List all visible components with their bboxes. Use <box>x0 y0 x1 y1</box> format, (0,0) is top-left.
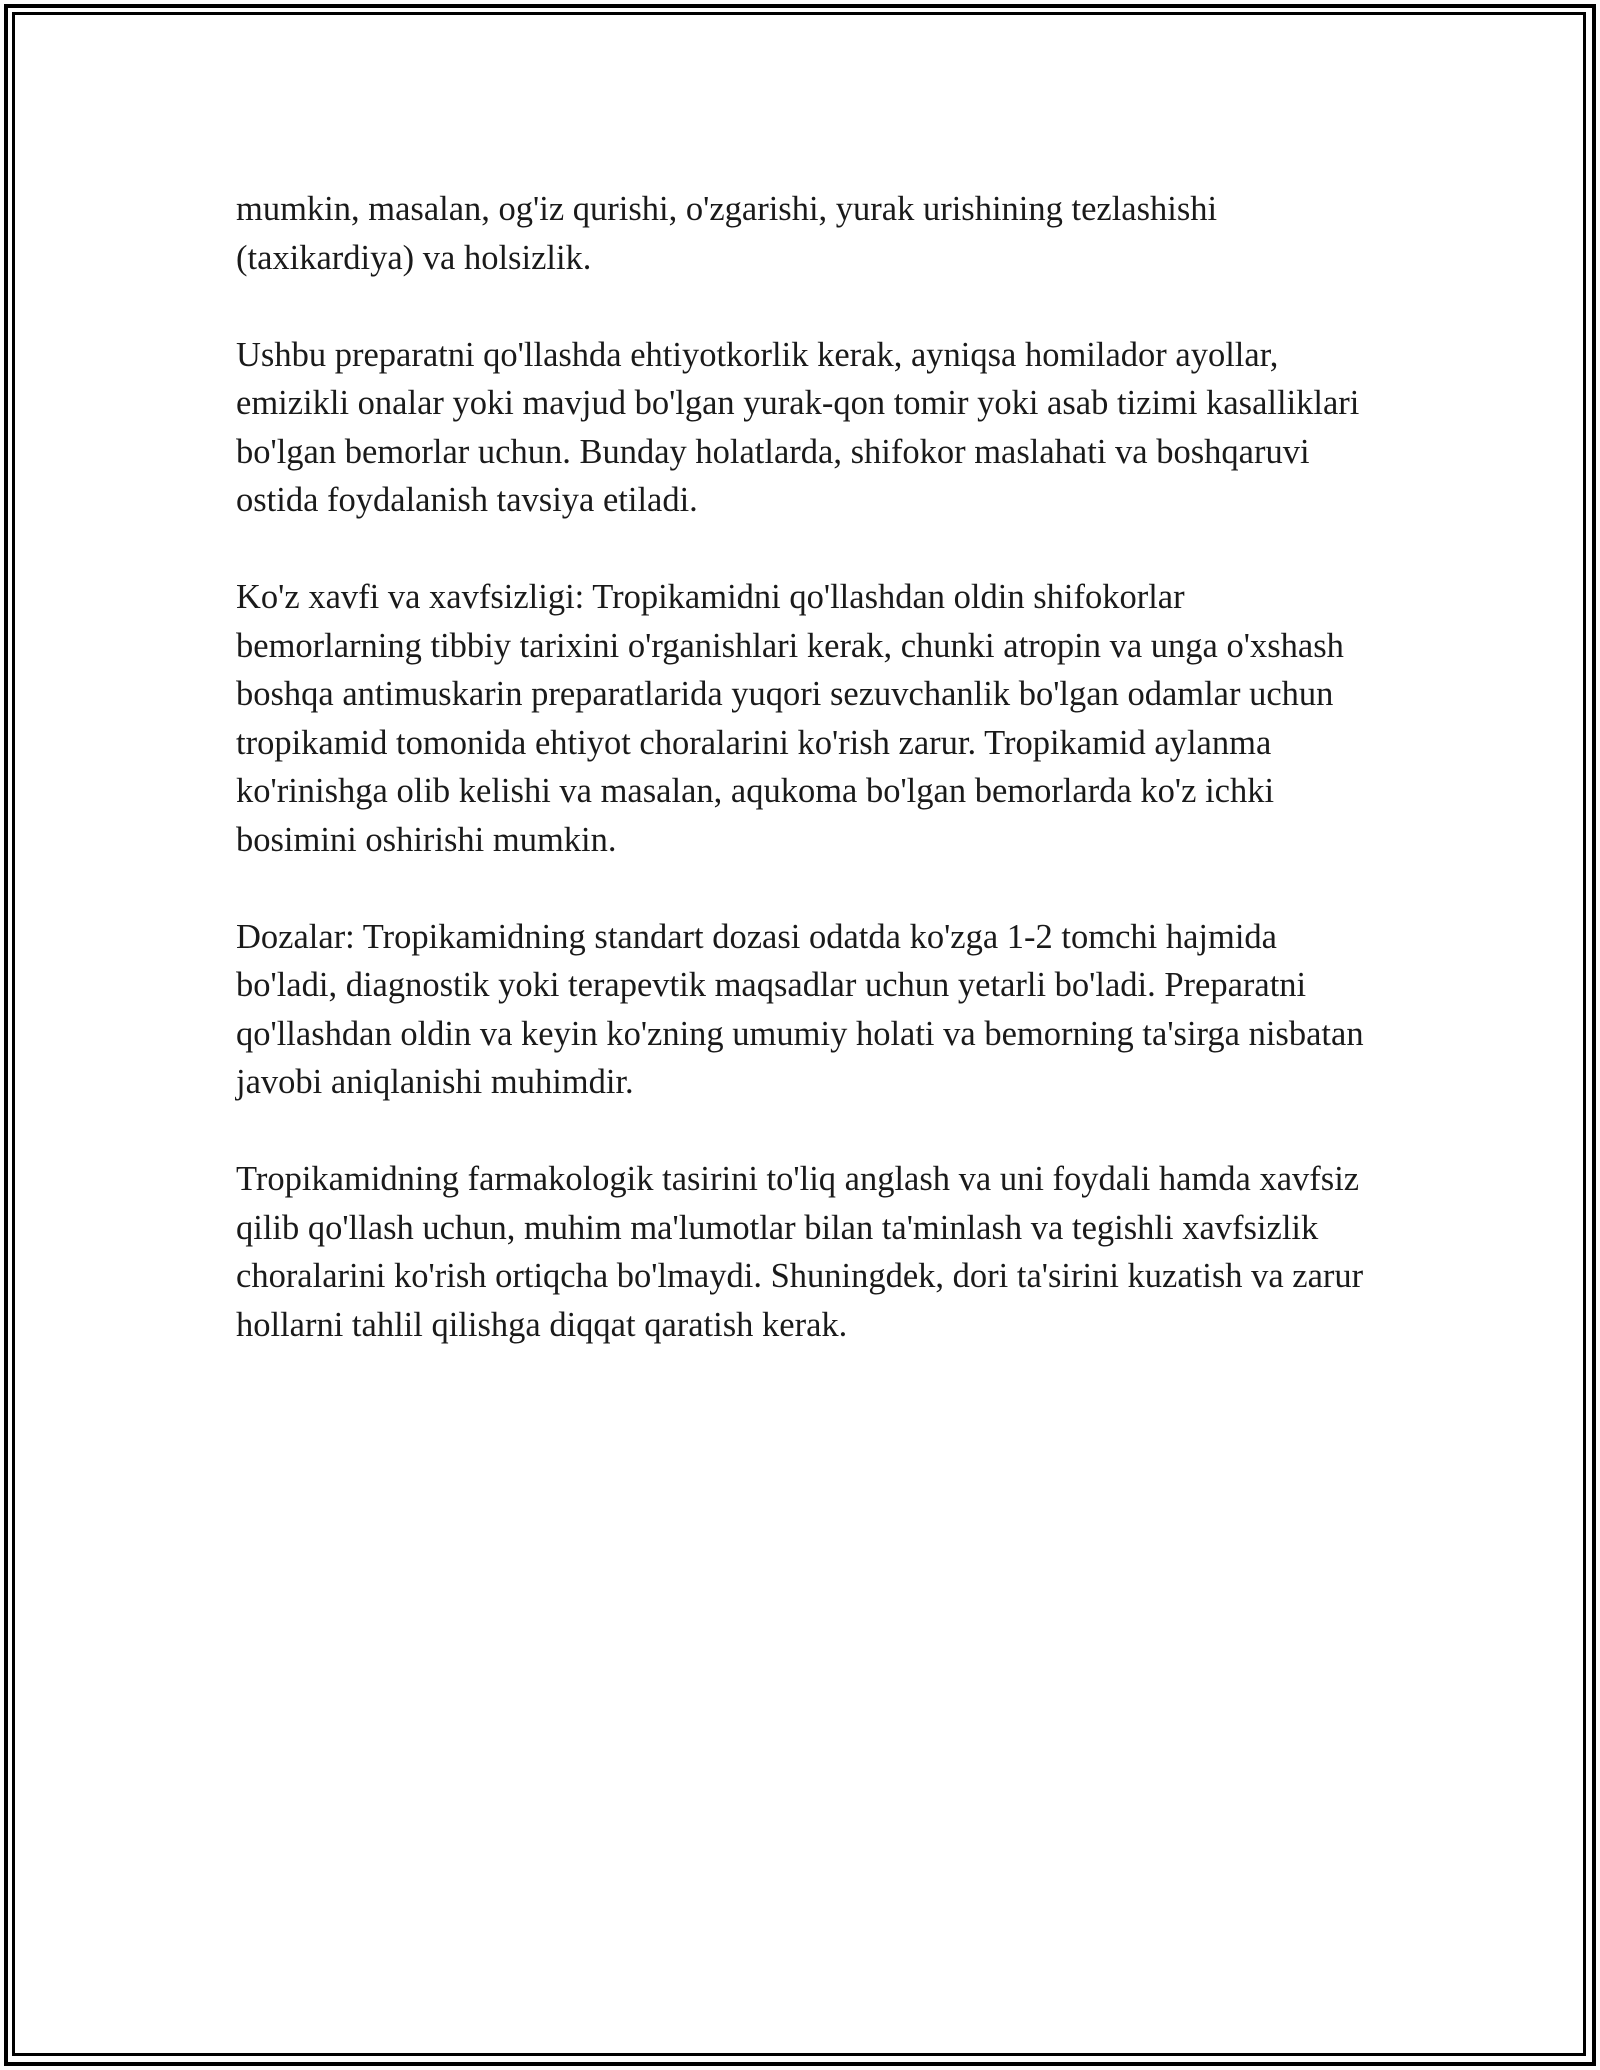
paragraph-precautions: Ushbu preparatni qo'llashda ehtiyotkorlik kerak, ayniqsa homilador ayollar, emizikli onalar yoki mavjud bo'lgan yurak-qon tomir yoki asab tizimi kasalliklari bo'lgan bemorlar uchun. Bunday holatlarda, shifokor maslahati va boshqaruvi ostida foydalanish tavsiya etiladi. <box>236 335 1360 519</box>
paragraph-eye-risk-safety: Ko'z xavfi va xavfsizligi: Tropikamidni qo'llashdan oldin shifokorlar bemorlarning tibbiy tarixini o'rganishlari kerak, chunki atropin va unga o'xshash boshqa antimuskarin preparatlarida yuqori sezuvchanlik bo'lgan odamlar uchun tropikamid tomonida ehtiyot choralarini ko'rish zarur. Tropikamid aylanma ko'rinishga olib kelishi va masalan, aqukoma bo'lgan bemorlarda ko'z ichki bosimini oshirishi mumkin. <box>236 578 1344 859</box>
paragraph-side-effects: mumkin, masalan, og'iz qurishi, o'zgarishi, yurak urishining tezlashishi (taxikardiya) va holsizlik. <box>236 190 1218 277</box>
paragraph-conclusion: Tropikamidning farmakologik tasirini to'liq anglash va uni foydali hamda xavfsiz qilib qo'llash uchun, muhim ma'lumotlar bilan ta'minlash va tegishli xavfsizlik choralarini ko'rish ortiqcha bo'lmaydi. Shuningdek, dori ta'sirini kuzatish va zarur hollarni tahlil qilishga diqqat qaratish kerak. <box>236 1160 1364 1344</box>
paragraph-dosage: Dozalar: Tropikamidning standart dozasi odatda ko'zga 1-2 tomchi hajmida bo'ladi, diagnostik yoki terapevtik maqsadlar uchun yetarli bo'ladi. Preparatni qo'llashdan oldin va keyin ko'zning umumiy holati va bemorning ta'sirga nisbatan javobi aniqlanishi muhimdir. <box>236 917 1364 1101</box>
document-body <box>236 185 1364 1349</box>
